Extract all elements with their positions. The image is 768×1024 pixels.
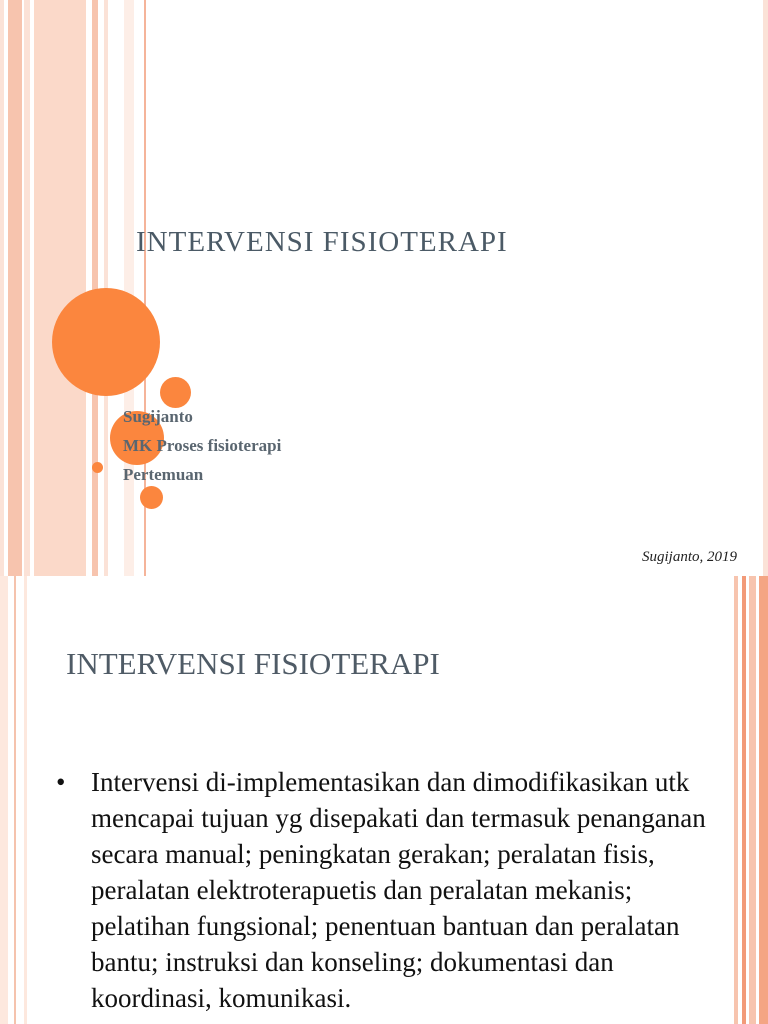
- decorative-circle-large: [52, 288, 160, 396]
- decorative-stripe: [124, 0, 134, 576]
- author-name: Sugijanto: [123, 407, 193, 426]
- decorative-stripe: [24, 576, 27, 1024]
- bullet-item: [56, 764, 734, 1016]
- bullet-icon: •: [56, 767, 66, 797]
- decorative-stripe: [0, 0, 4, 576]
- content-slide-title: INTERVENSI FISIOTERAPI: [66, 646, 440, 681]
- decorative-stripe: [24, 0, 30, 576]
- decorative-stripe: [734, 576, 738, 1024]
- decorative-circle-tiny: [92, 462, 103, 473]
- slide-title: INTERVENSI FISIOTERAPI: [136, 226, 508, 258]
- decorative-stripe: [759, 576, 768, 1024]
- decorative-stripe: [763, 0, 768, 576]
- meeting-label: Pertemuan: [123, 465, 204, 484]
- decorative-stripe: [14, 576, 16, 1024]
- decorative-stripe: [742, 576, 746, 1024]
- decorative-stripe: [0, 576, 8, 1024]
- bullet-text: Intervensi di-implementasikan dan dimodifikasikan utk mencapai tujuan yg disepakati dan termasuk penanganan secara manual; peningkatan gerakan; peralatan fisis, peralatan elektroterapuetis dan peralatan mekanis; pelatihan fungsional; penentuan bantuan dan peralatan bantu; instruksi dan konseling; dokumentasi dan koordinasi, komunikasi.: [91, 767, 706, 1013]
- decorative-stripe: [749, 576, 756, 1024]
- decorative-circle-small: [140, 486, 163, 509]
- course-name: MK Proses fisioterapi: [123, 436, 282, 455]
- subtitle-block: [123, 402, 281, 489]
- decorative-stripe: [8, 0, 22, 576]
- decorative-stripe: [34, 0, 86, 576]
- slide-footer: Sugijanto, 2019: [642, 549, 738, 565]
- bullet-list: [56, 764, 734, 1016]
